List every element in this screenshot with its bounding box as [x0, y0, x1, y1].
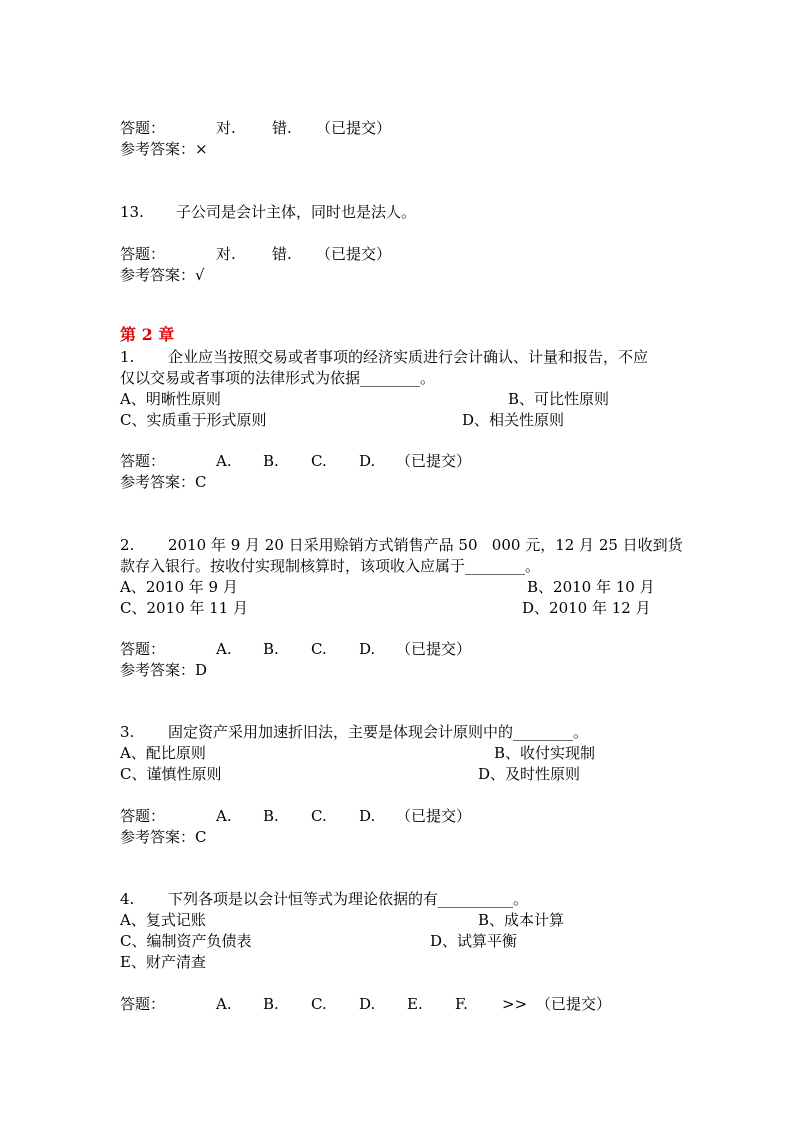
- choice-true[interactable]: 对.: [216, 119, 236, 137]
- choice-false[interactable]: 错.: [272, 245, 292, 263]
- choice-d[interactable]: D.: [359, 640, 376, 658]
- question-number: 1.: [120, 348, 135, 366]
- choice-b[interactable]: B.: [263, 640, 279, 658]
- question-number: 13.: [120, 203, 144, 221]
- answer-label: 答题：: [120, 119, 166, 137]
- option-b[interactable]: B、可比性原则: [508, 390, 610, 408]
- option-a[interactable]: A、配比原则: [120, 744, 206, 762]
- choice-f[interactable]: F.: [455, 995, 468, 1013]
- choice-b[interactable]: B.: [263, 807, 279, 825]
- option-d[interactable]: D、及时性原则: [478, 765, 581, 783]
- option-d[interactable]: D、相关性原则: [462, 411, 565, 429]
- choice-b[interactable]: B.: [263, 995, 279, 1013]
- ref-label: 参考答案：: [120, 140, 196, 158]
- reference-answer: 参考答案：C: [120, 828, 207, 846]
- choice-c[interactable]: C.: [311, 640, 327, 658]
- choice-c[interactable]: C.: [311, 995, 327, 1013]
- submitted-status: （已提交）: [396, 640, 472, 658]
- choice-a[interactable]: A.: [216, 640, 232, 658]
- question-text: 下列各项是以会计恒等式为理论依据的有__________。: [168, 890, 529, 908]
- question-number: 2.: [120, 536, 135, 554]
- option-a[interactable]: A、复式记账: [120, 911, 206, 929]
- choice-c[interactable]: C.: [311, 452, 327, 470]
- choice-d[interactable]: D.: [359, 807, 376, 825]
- choice-a[interactable]: A.: [216, 995, 232, 1013]
- option-b[interactable]: B、2010 年 10 月: [527, 578, 655, 596]
- question-text-cont: 仅以交易或者事项的法律形式为依据________。: [120, 369, 436, 387]
- choice-a[interactable]: A.: [216, 807, 232, 825]
- choice-true[interactable]: 对.: [216, 245, 236, 263]
- option-a[interactable]: A、明晰性原则: [120, 390, 221, 408]
- question-text: 2010 年 9 月 20 日采用赊销方式销售产品 50 000 元，12 月 25 日收到货: [168, 536, 683, 554]
- reference-answer: 参考答案：C: [120, 473, 207, 491]
- answer-label: 答题：: [120, 807, 166, 825]
- question-text: 固定资产采用加速折旧法，主要是体现会计原则中的________。: [168, 723, 589, 741]
- answer-label: 答题：: [120, 452, 166, 470]
- option-b[interactable]: B、成本计算: [478, 911, 565, 929]
- choice-d[interactable]: D.: [359, 995, 376, 1013]
- answer-label: 答题：: [120, 640, 166, 658]
- question-text: 子公司是会计主体，同时也是法人。: [176, 203, 417, 221]
- reference-answer: [120, 265, 205, 285]
- submitted-status: （已提交）: [396, 452, 472, 470]
- choice-a[interactable]: A.: [216, 452, 232, 470]
- option-d[interactable]: D、2010 年 12 月: [522, 599, 651, 617]
- answer-label: 答题：: [120, 995, 166, 1013]
- submitted-status: （已提交）: [396, 807, 472, 825]
- choice-e[interactable]: E.: [407, 995, 423, 1013]
- option-b[interactable]: B、收付实现制: [494, 744, 596, 762]
- choice-d[interactable]: D.: [359, 452, 376, 470]
- ref-label: 参考答案：: [120, 266, 196, 284]
- question-number: 3.: [120, 723, 135, 741]
- question-text: 企业应当按照交易或者事项的经济实质进行会计确认、计量和报告，不应: [168, 348, 649, 366]
- submitted-status: （已提交）: [316, 119, 392, 137]
- chapter-heading: 第 2 章: [120, 325, 175, 344]
- choice-false[interactable]: 错.: [272, 119, 292, 137]
- ref-value: √: [195, 266, 205, 284]
- submitted-status: （已提交）: [316, 245, 392, 263]
- reference-answer: [120, 139, 208, 159]
- option-a[interactable]: A、2010 年 9 月: [120, 578, 238, 596]
- reference-answer: 参考答案：D: [120, 661, 208, 679]
- option-e[interactable]: E、财产清查: [120, 953, 206, 971]
- more-choices-button[interactable]: >>: [502, 995, 528, 1013]
- submitted-status: （已提交）: [536, 995, 612, 1013]
- question-number: 4.: [120, 890, 135, 908]
- answer-label: 答题：: [120, 245, 166, 263]
- option-c[interactable]: C、谨慎性原则: [120, 765, 222, 783]
- option-c[interactable]: C、2010 年 11 月: [120, 599, 249, 617]
- option-c[interactable]: C、实质重于形式原则: [120, 411, 267, 429]
- question-text-cont: 款存入银行。按收付实现制核算时，该项收入应属于________。: [120, 557, 541, 575]
- choice-c[interactable]: C.: [311, 807, 327, 825]
- ref-value: ×: [195, 140, 208, 158]
- option-c[interactable]: C、编制资产负债表: [120, 932, 252, 950]
- option-d[interactable]: D、试算平衡: [430, 932, 518, 950]
- choice-b[interactable]: B.: [263, 452, 279, 470]
